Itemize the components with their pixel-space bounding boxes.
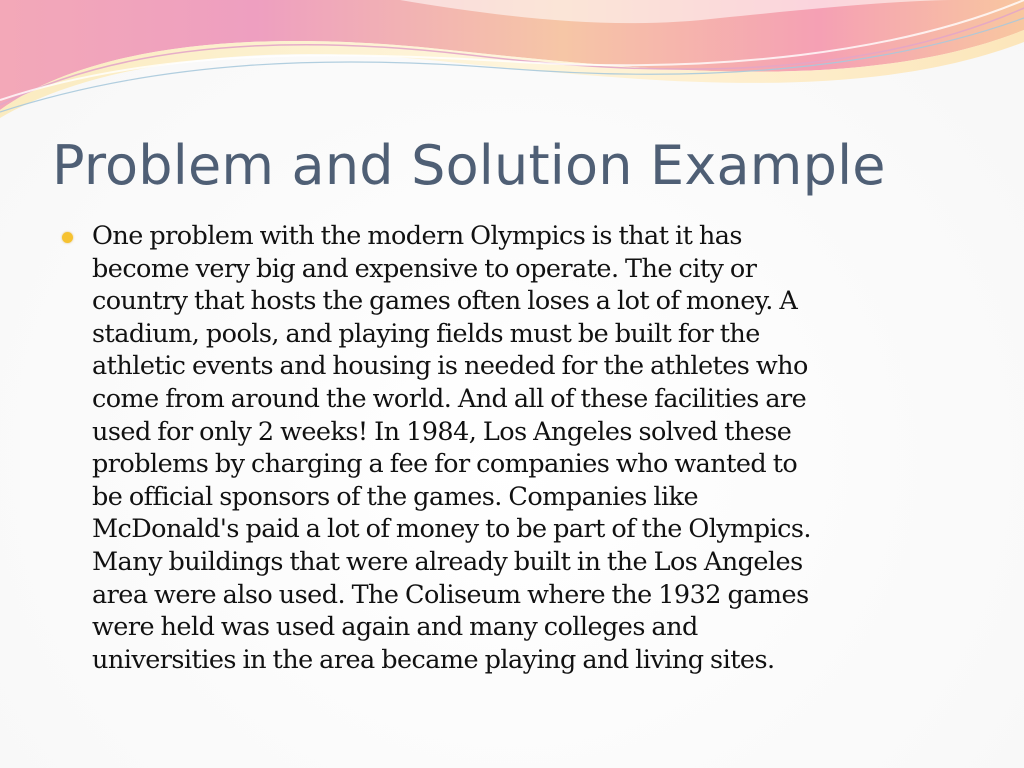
text-line: Many buildings that were already built in the Los Angeles [92, 546, 803, 577]
bullet-item [62, 220, 972, 676]
text-line: used for only 2 weeks! In 1984, Los Angeles solved these [92, 416, 792, 447]
text-line: One problem with the modern Olympics is that it has [92, 221, 742, 251]
text-line: come from around the world. And all of these facilities are [92, 383, 807, 414]
slide-title: Problem and Solution Example [52, 134, 886, 197]
bullet-dot-icon [62, 232, 73, 243]
text-line: area were also used. The Coliseum where the 1932 games [92, 579, 809, 610]
text-line: country that hosts the games often loses a lot of money. A [92, 286, 798, 317]
text-line: stadium, pools, and playing fields must be built for the [92, 318, 760, 349]
text-line: problems by charging a fee for companies who wanted to [92, 449, 798, 480]
text-line: be official sponsors of the games. Companies like [92, 481, 699, 512]
slide-content [62, 220, 972, 676]
text-line: become very big and expensive to operate. The city or [92, 253, 757, 284]
text-line: were held was used again and many colleges and [92, 612, 698, 643]
text-line: McDonald's paid a lot of money to be part of the Olympics. [92, 514, 811, 545]
text-line: universities in the area became playing and living sites. [92, 644, 775, 675]
decorative-header-swoosh [0, 0, 1024, 130]
text-line: athletic events and housing is needed for the athletes who [92, 351, 808, 382]
bullet-text [92, 220, 972, 676]
